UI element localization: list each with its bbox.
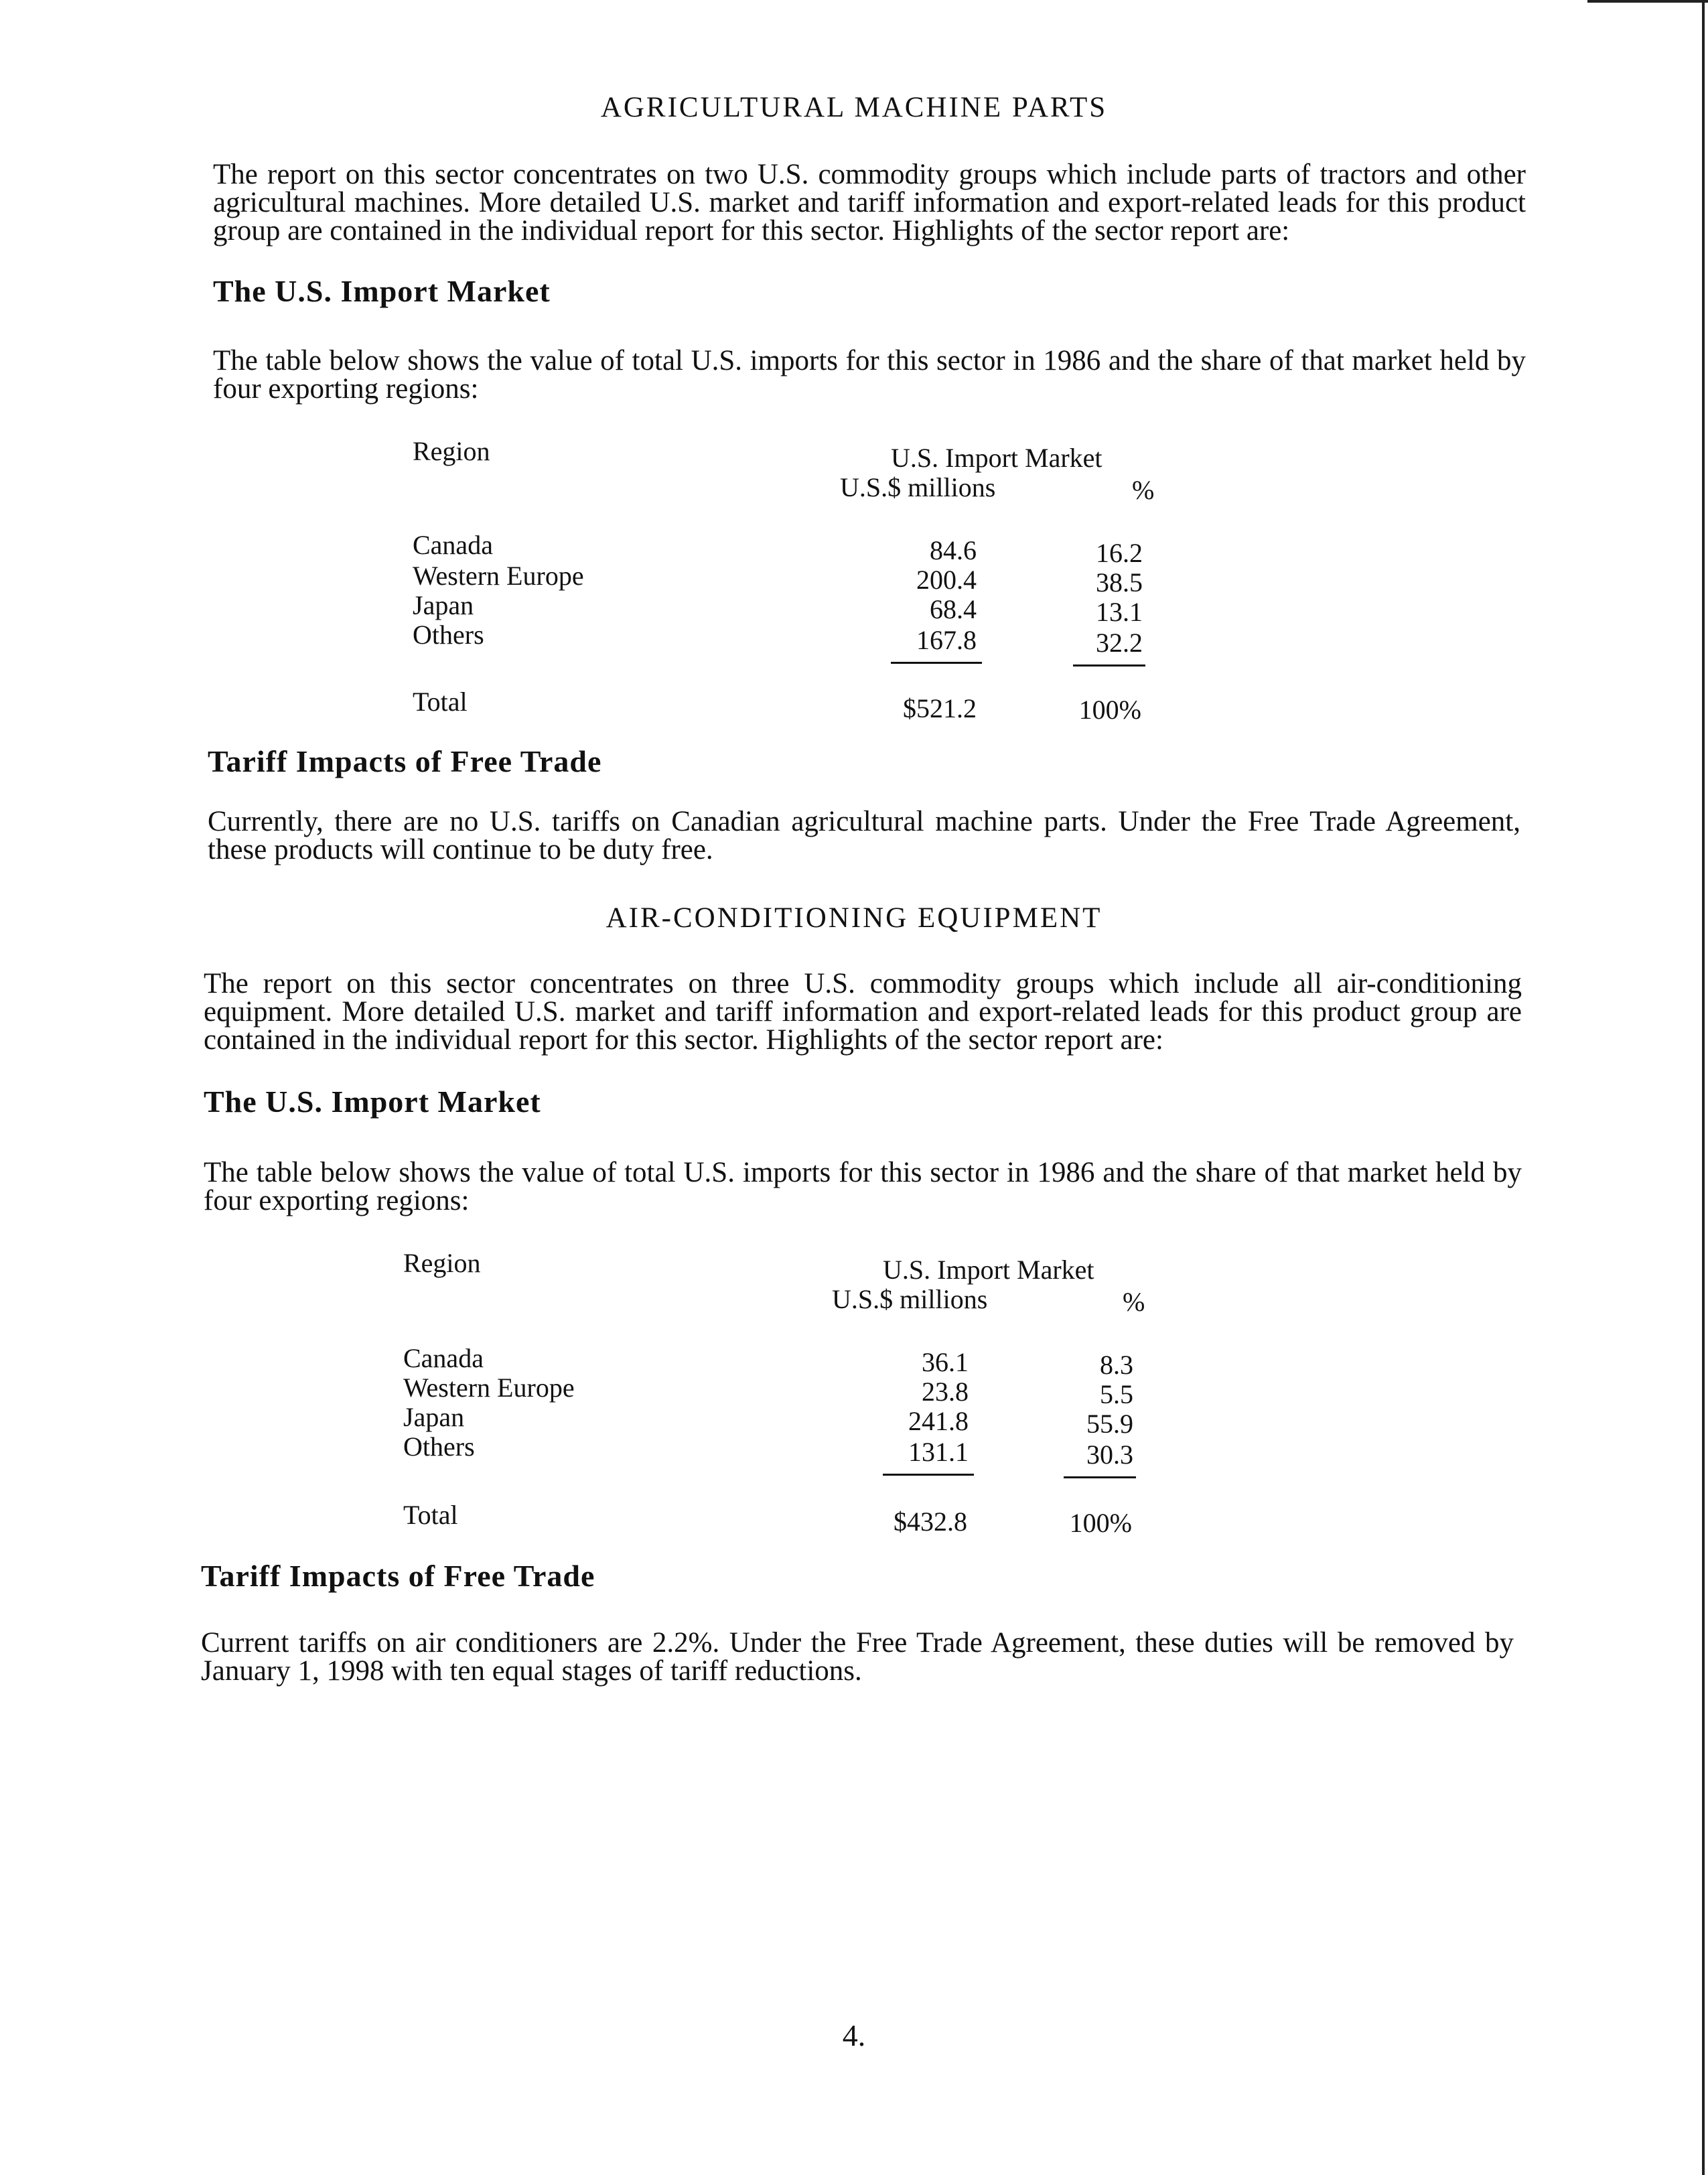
table-row-label: Canada: [403, 1343, 484, 1373]
table-row-label: Canada: [413, 530, 493, 560]
table-total-rule: [891, 662, 982, 664]
table-cell-pct: 13.1: [1096, 597, 1143, 627]
market-text-agricultural: The table below shows the value of total U.S. imports for this sector in 1986 and the share of that market held by four exporting regions:: [213, 345, 1526, 405]
section-title-agricultural: AGRICULTURAL MACHINE PARTS: [600, 92, 1108, 123]
table-cell-value: 36.1: [922, 1347, 969, 1377]
table-cell-pct: 38.5: [1096, 567, 1143, 598]
table-row-label: Others: [403, 1431, 475, 1462]
tariff-heading-air-conditioning: Tariff Impacts of Free Trade: [201, 1559, 595, 1593]
table-cell-pct: 16.2: [1096, 538, 1143, 568]
table-total-rule: [1073, 664, 1145, 666]
market-text-air-conditioning: The table below shows the value of total U.S. imports for this sector in 1986 and the share of that market held by four exporting regions:: [204, 1157, 1522, 1216]
section-intro-air-conditioning: The report on this sector concentrates on three U.S. commodity groups which include all air-conditioning equipment. More detailed U.S. market and tariff information and export-related leads for this product group are contained in the individual report for this sector. Highlights of the sector report are:: [204, 968, 1522, 1056]
market-heading-air-conditioning: The U.S. Import Market: [204, 1084, 541, 1119]
table-row-label: Western Europe: [413, 561, 584, 591]
table-header-pct: %: [1132, 475, 1155, 505]
table-header-group: U.S. Import Market: [883, 1255, 1094, 1285]
table-total-pct: 100%: [1078, 695, 1141, 725]
table-cell-value: 167.8: [916, 625, 977, 655]
tariff-text-agricultural: Currently, there are no U.S. tariffs on Canadian agricultural machine parts. Under the Free Trade Agreement, these products will continue to be duty free.: [208, 806, 1520, 865]
table-cell-pct: 55.9: [1086, 1409, 1133, 1439]
table-cell-pct: 5.5: [1100, 1379, 1133, 1409]
table-cell-value: 200.4: [916, 565, 977, 595]
table-total-label: Total: [403, 1500, 458, 1530]
table-header-pct: %: [1123, 1287, 1145, 1317]
table-header-value: U.S.$ millions: [832, 1284, 988, 1314]
table-cell-value: 241.8: [908, 1406, 969, 1436]
table-total-value: $521.2: [903, 693, 977, 723]
table-header-value: U.S.$ millions: [840, 472, 996, 502]
table-cell-pct: 8.3: [1100, 1350, 1133, 1380]
table-total-pct: 100%: [1069, 1508, 1132, 1538]
table-cell-pct: 30.3: [1086, 1440, 1133, 1470]
table-cell-value: 23.8: [922, 1377, 969, 1407]
table-header-region: Region: [403, 1248, 481, 1278]
table-total-label: Total: [413, 687, 468, 717]
table-total-rule: [1064, 1476, 1136, 1478]
scan-edge-top: [1587, 0, 1708, 3]
table-cell-value: 68.4: [930, 594, 977, 624]
page-number: 4.: [842, 2018, 866, 2052]
tariff-heading-agricultural: Tariff Impacts of Free Trade: [208, 744, 602, 778]
market-heading-agricultural: The U.S. Import Market: [213, 274, 551, 308]
table-row-label: Western Europe: [403, 1373, 575, 1403]
table-row-label: Others: [413, 620, 484, 650]
table-header-group: U.S. Import Market: [891, 443, 1102, 473]
section-title-air-conditioning: AIR-CONDITIONING EQUIPMENT: [606, 902, 1102, 934]
table-total-rule: [883, 1474, 974, 1476]
table-row-label: Japan: [403, 1402, 465, 1432]
table-cell-value: 131.1: [908, 1437, 969, 1467]
table-row-label: Japan: [413, 590, 474, 620]
table-cell-pct: 32.2: [1096, 628, 1143, 658]
table-cell-value: 84.6: [930, 535, 977, 565]
table-total-value: $432.8: [894, 1506, 967, 1537]
tariff-text-air-conditioning: Current tariffs on air conditioners are 2.2%. Under the Free Trade Agreement, these duties will be removed by January 1, 1998 with ten equal stages of tariff reductions.: [201, 1627, 1514, 1687]
scan-edge-right: [1702, 0, 1705, 2175]
table-header-region: Region: [413, 436, 490, 466]
section-intro-agricultural: The report on this sector concentrates on two U.S. commodity groups which include parts of tractors and other agricultural machines. More detailed U.S. market and tariff information and export-related leads for this product group are contained in the individual report for this sector. Highlights of the sector report are:: [213, 159, 1526, 247]
